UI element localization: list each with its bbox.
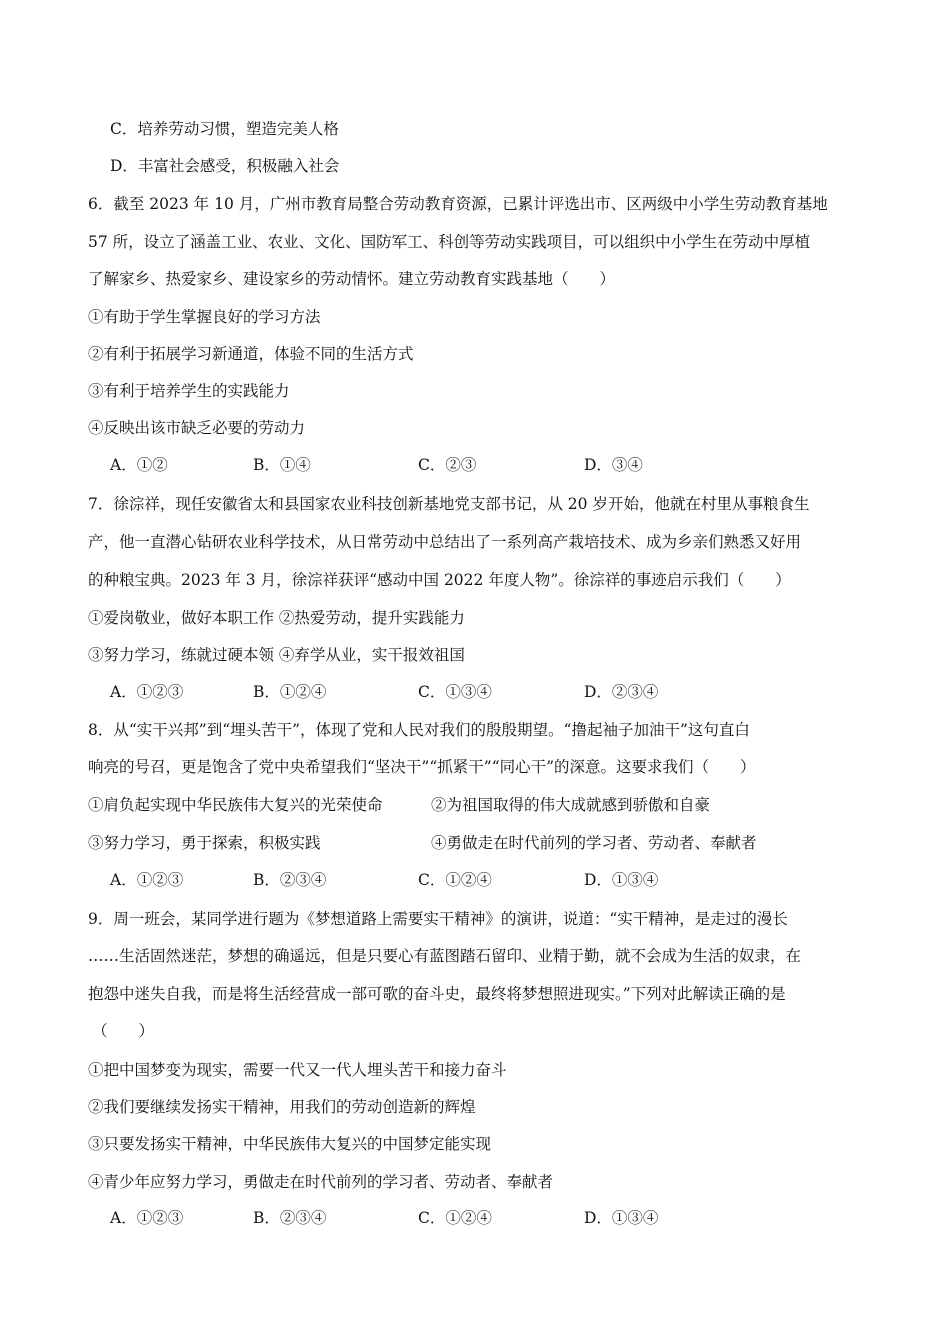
- q8-item: ④勇做走在时代前列的学习者、劳动者、奉献者: [431, 834, 757, 852]
- q8-item: ①肩负起实现中华民族伟大复兴的光荣使命: [88, 796, 383, 814]
- option-a[interactable]: A．①②: [110, 456, 168, 474]
- option-a[interactable]: A．①②③: [110, 683, 184, 701]
- option-a[interactable]: A．①②③: [110, 1209, 184, 1227]
- option-c[interactable]: C．①②④: [418, 871, 492, 889]
- q9-stem-line: 抱怨中迷失自我，而是将生活经营成一部可歌的奋斗史，最终将梦想照进现实。”下列对此解读正确的是: [88, 985, 786, 1003]
- option-b[interactable]: B．②③④: [253, 871, 327, 889]
- q6-stem-line: 57 所，设立了涵盖工业、农业、文化、国防军工、科创等劳动实践项目，可以组织中小学生在劳动中厚植: [88, 233, 811, 251]
- q6-item: ①有助于学生掌握良好的学习方法: [88, 308, 321, 326]
- q5-option-d: D．丰富社会感受，积极融入社会: [110, 157, 340, 175]
- q9-item: ③只要发扬实干精神，中华民族伟大复兴的中国梦定能实现: [88, 1135, 492, 1153]
- q9-item: ①把中国梦变为现实，需要一代又一代人埋头苦干和接力奋斗: [88, 1061, 507, 1079]
- option-b[interactable]: B．②③④: [253, 1209, 327, 1227]
- q6-stem-line: 6．截至 2023 年 10 月，广州市教育局整合劳动教育资源，已累计评选出市、区两级中小学生劳动教育基地: [88, 195, 828, 213]
- option-d[interactable]: D．①③④: [584, 871, 659, 889]
- q9-stem-line: （ ）: [92, 1022, 155, 1040]
- option-b[interactable]: B．①②④: [253, 683, 327, 701]
- q6-item: ③有利于培养学生的实践能力: [88, 382, 290, 400]
- q8-item: ③努力学习，勇于探索，积极实践: [88, 834, 321, 852]
- option-a[interactable]: A．①②③: [110, 871, 184, 889]
- option-c[interactable]: C．①③④: [418, 683, 492, 701]
- q8-stem-line: 8．从“实干兴邦”到“埋头苦干”，体现了党和人民对我们的殷殷期望。“撸起袖子加油干”这句直白: [88, 721, 750, 739]
- option-d[interactable]: D．②③④: [584, 683, 659, 701]
- q7-items: ①爱岗敬业，做好本职工作 ②热爱劳动，提升实践能力: [88, 609, 465, 627]
- q7-stem-line: 的种粮宝典。2023 年 3 月，徐淙祥获评“感动中国 2022 年度人物”。徐淙祥的事迹启示我们（ ）: [88, 571, 791, 589]
- q7-stem-line: 产，他一直潜心钻研农业科学技术，从日常劳动中总结出了一系列高产栽培技术、成为乡亲们熟悉又好用: [88, 533, 802, 551]
- option-d[interactable]: D．③④: [584, 456, 643, 474]
- q9-item: ④青少年应努力学习，勇做走在时代前列的学习者、劳动者、奉献者: [88, 1173, 554, 1191]
- q6-item: ②有利于拓展学习新通道，体验不同的生活方式: [88, 345, 414, 363]
- q6-stem-line: 了解家乡、热爱家乡、建设家乡的劳动情怀。建立劳动教育实践基地（ ）: [88, 270, 616, 288]
- option-b[interactable]: B．①④: [253, 456, 311, 474]
- q7-stem-line: 7．徐淙祥，现任安徽省太和县国家农业科技创新基地党支部书记，从 20 岁开始，他就在村里从事粮食生: [88, 495, 810, 513]
- q8-item: ②为祖国取得的伟大成就感到骄傲和自豪: [431, 796, 711, 814]
- q9-stem-line: 9．周一班会，某同学进行题为《梦想道路上需要实干精神》的演讲，说道：“实干精神，是走过的漫长: [88, 910, 788, 928]
- option-c[interactable]: C．①②④: [418, 1209, 492, 1227]
- q9-stem-line: ……生活固然迷茫，梦想的确遥远，但是只要心有蓝图踏石留印、业精于勤，就不会成为生活的奴隶，在: [88, 947, 802, 965]
- q8-stem-line: 响亮的号召，更是饱含了党中央希望我们“坚决干”“抓紧干”“同心干”的深意。这要求我们（ ）: [88, 758, 756, 776]
- q9-item: ②我们要继续发扬实干精神，用我们的劳动创造新的辉煌: [88, 1098, 476, 1116]
- q6-item: ④反映出该市缺乏必要的劳动力: [88, 419, 306, 437]
- q7-items: ③努力学习，练就过硬本领 ④弃学从业，实干报效祖国: [88, 646, 465, 664]
- q5-option-c: C．培养劳动习惯，塑造完美人格: [110, 120, 339, 138]
- option-c[interactable]: C．②③: [418, 456, 477, 474]
- option-d[interactable]: D．①③④: [584, 1209, 659, 1227]
